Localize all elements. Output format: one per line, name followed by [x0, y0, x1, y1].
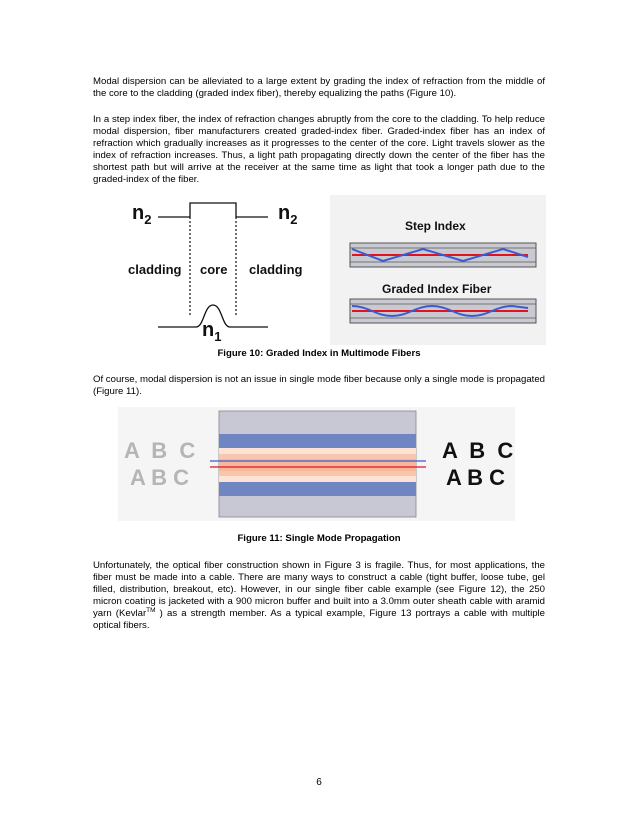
figure-10-caption: Figure 10: Graded Index in Multimode Fibers — [217, 348, 421, 359]
page-number: 6 — [316, 777, 322, 788]
figure-10-graphic — [118, 195, 546, 345]
figure-10 — [118, 195, 546, 345]
n1-label: $n_1$ — [202, 319, 222, 344]
graded-index-label: Graded Index Fiber — [382, 282, 492, 296]
figure-11-graphic — [118, 407, 515, 521]
n2-right-label: $n_2$ — [278, 202, 298, 227]
core-label: core — [200, 262, 228, 277]
right-abc-top: A B C — [442, 438, 514, 463]
paragraph-cable: Unfortunately, the optical fiber construction shown in Figure 3 is fragile. Thus, for most applications, the fiber must be made into a cable. There are many ways to construct a cable (tight buffer, loose tube, gel filled, distribution, breakout, etc). However, in our single fiber cable example (see Figure 12), the 250 micron coating is jacketed with a 900 micron buffer and built into a 3.0mm outer sheath cable with aramid yarn (Kevlar™ ) as a strength member. As a typical example, Figure 13 portrays a cable with multiple optical fibers. — [93, 560, 546, 631]
figure-11-caption: Figure 11: Single Mode Propagation — [237, 533, 401, 544]
left-abc-bottom: A B C — [130, 465, 190, 490]
paragraph-single-mode: Of course, modal dispersion is not an issue in single mode fiber because only a single mode is propagated (Figure 11). — [93, 374, 545, 397]
n2-left-label: $n_2$ — [132, 202, 152, 227]
paragraph-step-index: In a step index fiber, the index of refraction changes abruptly from the core to the cladding. To help reduce modal dispersion, fiber manufacturers created graded-index fiber. Graded-index fiber has an index of refraction which gradually increases as it progresses to the center of the core. Light travels slower as the index of refraction increases. Thus, a light path propagating directly down the center of the fiber has the shortest path but will arrive at the receiver at the same time as light that took a longer path due to the graded-index of the fiber. — [93, 114, 545, 185]
cladding-left-label: cladding — [128, 262, 182, 277]
paragraph-graded-intro: Modal dispersion can be alleviated to a large extent by grading the index of refraction from the middle of the core to the cladding (graded index fiber), thereby equalizing the paths (Figure 10). — [93, 76, 545, 99]
figure-11 — [118, 407, 515, 521]
cladding-right-label: cladding — [249, 262, 303, 277]
step-index-label: Step Index — [405, 219, 466, 233]
right-abc-bottom: A B C — [446, 465, 506, 490]
left-abc-top: A B C — [124, 438, 196, 463]
